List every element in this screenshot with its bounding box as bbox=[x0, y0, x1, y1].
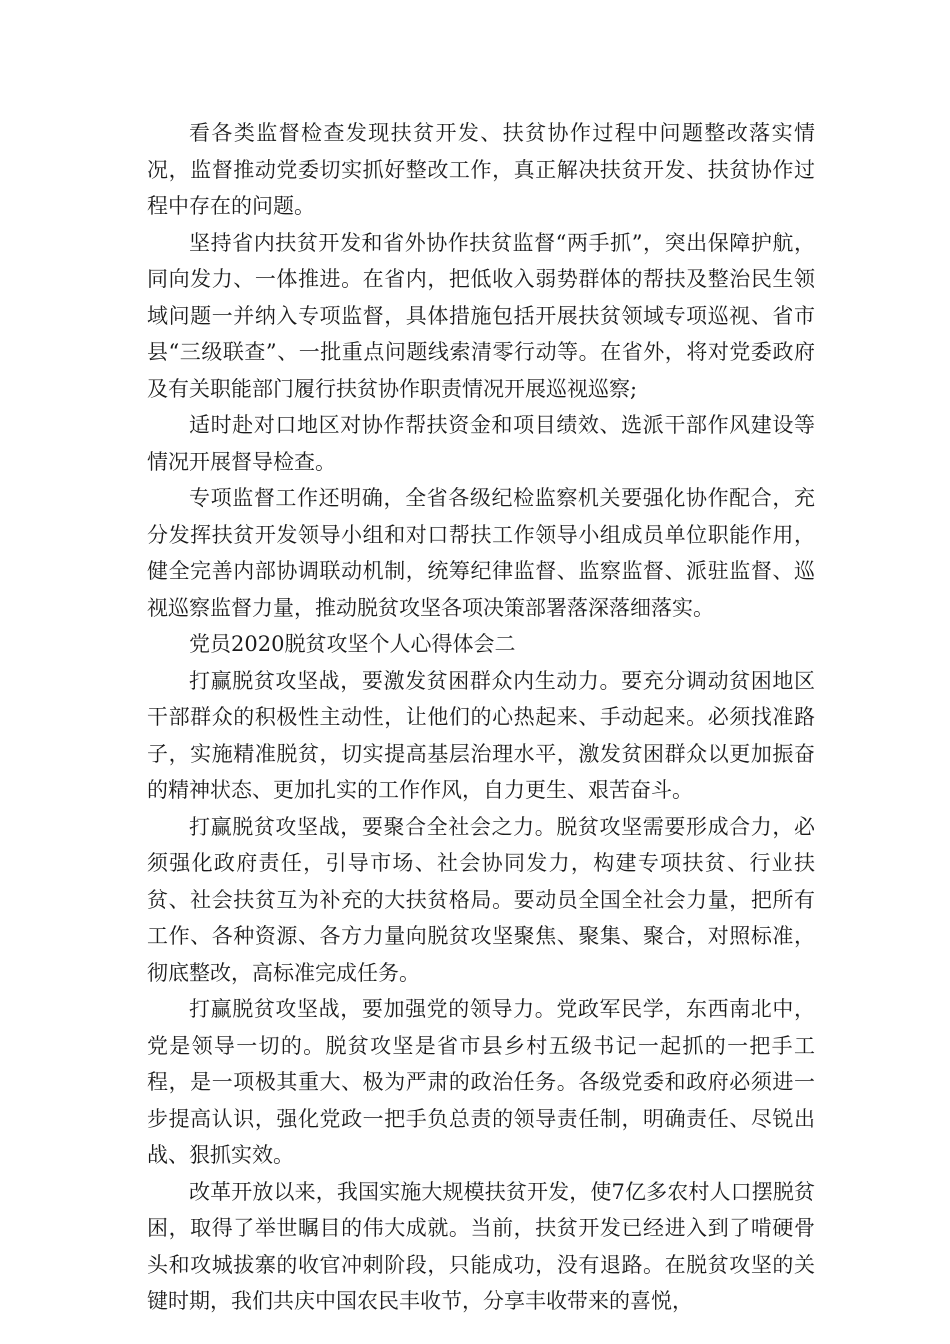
section-heading: 党员2020脱贫攻坚个人心得体会二 bbox=[189, 632, 516, 656]
paragraph-9: 改革开放以来，我国实施大规模扶贫开发，使7亿多农村人口摆脱贫困，取得了举世瞩目的伟大成就。当前，扶贫开发已经进入到了啃硬骨头和攻城拔寨的收官冲刺阶段，只能成功，没有退路。在脱贫攻坚的关键时期，我们共庆中国农民丰收节，分享丰收带来的喜悦， bbox=[147, 1179, 815, 1313]
paragraph-3: 适时赴对口地区对协作帮扶资金和项目绩效、选派干部作风建设等情况开展督导检查。 bbox=[147, 413, 815, 474]
paragraph-8: 打赢脱贫攻坚战，要加强党的领导力。党政军民学，东西南北中，党是领导一切的。脱贫攻坚是省市县乡村五级书记一起抓的一把手工程，是一项极其重大、极为严肃的政治任务。各级党委和政府必须进一步提高认识，强化党政一把手负总责的领导责任制，明确责任、尽锐出战、狠抓实效。 bbox=[147, 997, 815, 1167]
paragraph-7: 打赢脱贫攻坚战，要聚合全社会之力。脱贫攻坚需要形成合力，必须强化政府责任，引导市场、社会协同发力，构建专项扶贫、行业扶贫、社会扶贫互为补充的大扶贫格局。要动员全国全社会力量，把所有工作、各种资源、各方力量向脱贫攻坚聚焦、聚集、聚合，对照标准，彻底整改，高标准完成任务。 bbox=[147, 814, 815, 985]
paragraph-2: 坚持省内扶贫开发和省外协作扶贫监督“两手抓”，突出保障护航，同向发力、一体推进。在省内，把低收入弱势群体的帮扶及整治民生领域问题一并纳入专项监督，具体措施包括开展扶贫领域专项巡视、省市县“三级联查”、一批重点问题线索清零行动等。在省外，将对党委政府及有关职能部门履行扶贫协作职责情况开展巡视巡察; bbox=[147, 230, 815, 401]
document-body bbox=[147, 115, 815, 1320]
paragraph-1: 看各类监督检查发现扶贫开发、扶贫协作过程中问题整改落实情况，监督推动党委切实抓好整改工作，真正解决扶贫开发、扶贫协作过程中存在的问题。 bbox=[147, 121, 815, 218]
paragraph-6: 打赢脱贫攻坚战，要激发贫困群众内生动力。要充分调动贫困地区干部群众的积极性主动性，让他们的心热起来、手动起来。必须找准路子，实施精准脱贫，切实提高基层治理水平，激发贫困群众以更加振奋的精神状态、更加扎实的工作作风，自力更生、艰苦奋斗。 bbox=[147, 668, 815, 802]
paragraph-4: 专项监督工作还明确，全省各级纪检监察机关要强化协作配合，充分发挥扶贫开发领导小组和对口帮扶工作领导小组成员单位职能作用，健全完善内部协调联动机制，统筹纪律监督、监察监督、派驻监督、巡视巡察监督力量，推动脱贫攻坚各项决策部署落深落细落实。 bbox=[147, 486, 815, 620]
